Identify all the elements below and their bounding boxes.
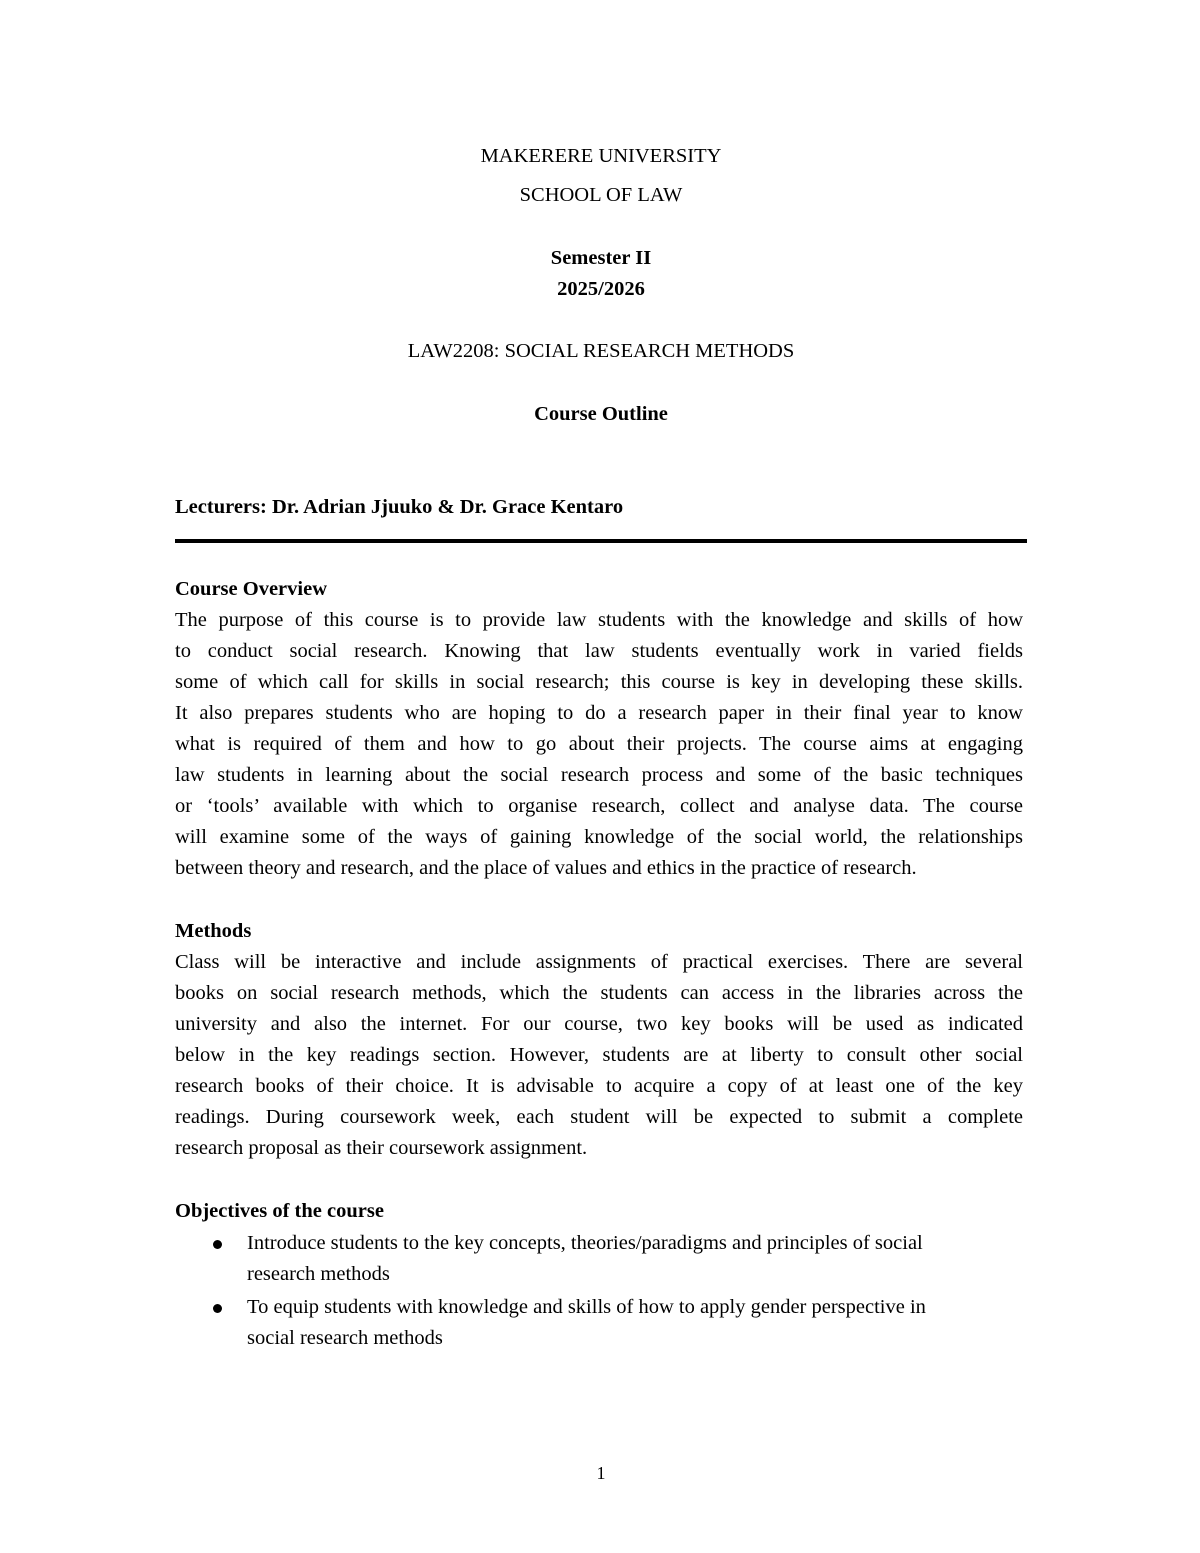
overview-line: some of which call for skills in social research; this course is key in developing these skills.	[175, 671, 1023, 693]
objective-text: Introduce students to the key concepts, theories/paradigms and principles of social	[247, 1232, 923, 1254]
objective-text: social research methods	[247, 1327, 443, 1349]
header-divider	[175, 539, 1027, 543]
methods-line: books on social research methods, which the students can access in the libraries across the	[175, 982, 1023, 1004]
bullet-icon	[213, 1240, 222, 1249]
overview-line: will examine some of the ways of gaining knowledge of the social world, the relationships	[175, 826, 1023, 848]
overview-line: It also prepares students who are hoping to do a research paper in their final year to know	[175, 702, 1023, 724]
page-number: 1	[596, 1463, 606, 1483]
overview-paragraph	[175, 605, 1023, 884]
academic-year: 2025/2026	[557, 278, 645, 300]
overview-line: to conduct social research. Knowing that law students eventually work in varied fields	[175, 640, 1023, 662]
lecturers: Lecturers: Dr. Adrian Jjuuko & Dr. Grace Kentaro	[175, 496, 624, 518]
list-item	[175, 1228, 1027, 1290]
school-name: SCHOOL OF LAW	[519, 184, 683, 206]
methods-line: Class will be interactive and include assignments of practical exercises. There are several	[175, 951, 1023, 973]
objectives-heading: Objectives of the course	[175, 1200, 384, 1222]
overview-line: between theory and research, and the place of values and ethics in the practice of research.	[175, 857, 917, 879]
methods-line: university and also the internet. For our course, two key books will be used as indicated	[175, 1013, 1023, 1035]
course-title: LAW2208: SOCIAL RESEARCH METHODS	[407, 340, 795, 362]
document-type: Course Outline	[534, 403, 668, 425]
methods-paragraph	[175, 947, 1023, 1164]
objectives-list	[175, 1228, 1027, 1356]
bullet-icon	[213, 1304, 222, 1313]
list-item	[175, 1292, 1027, 1354]
methods-line: research proposal as their coursework assignment.	[175, 1137, 588, 1159]
objective-text: research methods	[247, 1263, 390, 1285]
university-name: MAKERERE UNIVERSITY	[480, 145, 722, 167]
overview-line: The purpose of this course is to provide law students with the knowledge and skills of how	[175, 609, 1023, 631]
overview-line: or ‘tools’ available with which to organise research, collect and analyse data. The course	[175, 795, 1023, 817]
methods-line: below in the key readings section. However, students are at liberty to consult other social	[175, 1044, 1023, 1066]
semester: Semester II	[550, 247, 652, 269]
overview-line: law students in learning about the social research process and some of the basic techniques	[175, 764, 1023, 786]
overview-line: what is required of them and how to go about their projects. The course aims at engaging	[175, 733, 1023, 755]
methods-heading: Methods	[175, 920, 252, 942]
methods-line: readings. During coursework week, each student will be expected to submit a complete	[175, 1106, 1023, 1128]
methods-line: research books of their choice. It is advisable to acquire a copy of at least one of the key	[175, 1075, 1023, 1097]
document-page	[175, 0, 1027, 1553]
overview-heading: Course Overview	[175, 578, 327, 600]
objective-text: To equip students with knowledge and skills of how to apply gender perspective in	[247, 1296, 926, 1318]
